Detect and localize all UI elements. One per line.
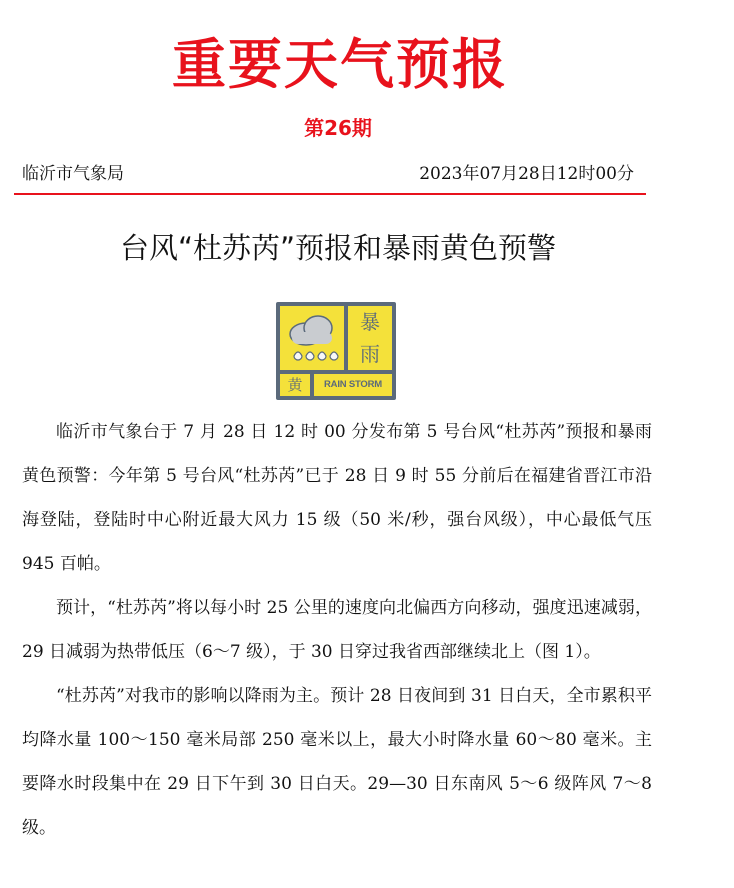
signal-char-top: 暴 [360, 310, 380, 334]
paragraph: 临沂市气象台于 7 月 28 日 12 时 00 分发布第 5 号台风“杜苏芮”预报和暴雨黄色预警：今年第 5 号台风“杜苏芮”已于 28 日 9 时 55 分前后在福建省晋江市沿海登陆，登陆时中心附近最大风力 15 级（50 米/秒，强台风级），中心最低气压 945 百帕。 [22, 422, 652, 574]
document-body [22, 410, 652, 850]
issuing-organization: 临沂市气象局 [22, 164, 124, 184]
signal-char-bottom: 雨 [360, 342, 380, 366]
document-title: 重要天气预报 [172, 33, 508, 96]
warning-headline: 台风“杜苏芮”预报和暴雨黄色预警 [119, 231, 557, 265]
signal-level: 黄 [280, 374, 310, 396]
issue-datetime: 2023年07月28日12时00分 [419, 164, 634, 184]
signal-characters [348, 306, 392, 370]
rainstorm-yellow-warning-signal [276, 302, 396, 400]
paragraph: “杜苏芮”对我市的影响以降雨为主。预计 28 日夜间到 31 日白天，全市累积平均降水量 100～150 毫米局部 250 毫米以上，最大小时降水量 60～80 毫米。主要降水时段集中在 29 日下午到 30 日白天。29—30 日东南风 5～6 级阵风 7～8 级。 [22, 686, 652, 838]
paragraph: 预计，“杜苏芮”将以每小时 25 公里的速度向北偏西方向移动，强度迅速减弱，29 日减弱为热带低压（6～7 级），于 30 日穿过我省西部继续北上（图 1）。 [22, 598, 652, 662]
cloud-rain-icon [280, 306, 344, 370]
issue-number: 第26期 [304, 116, 372, 140]
signal-label: RAIN STORM [314, 374, 392, 396]
header-divider [14, 193, 646, 195]
